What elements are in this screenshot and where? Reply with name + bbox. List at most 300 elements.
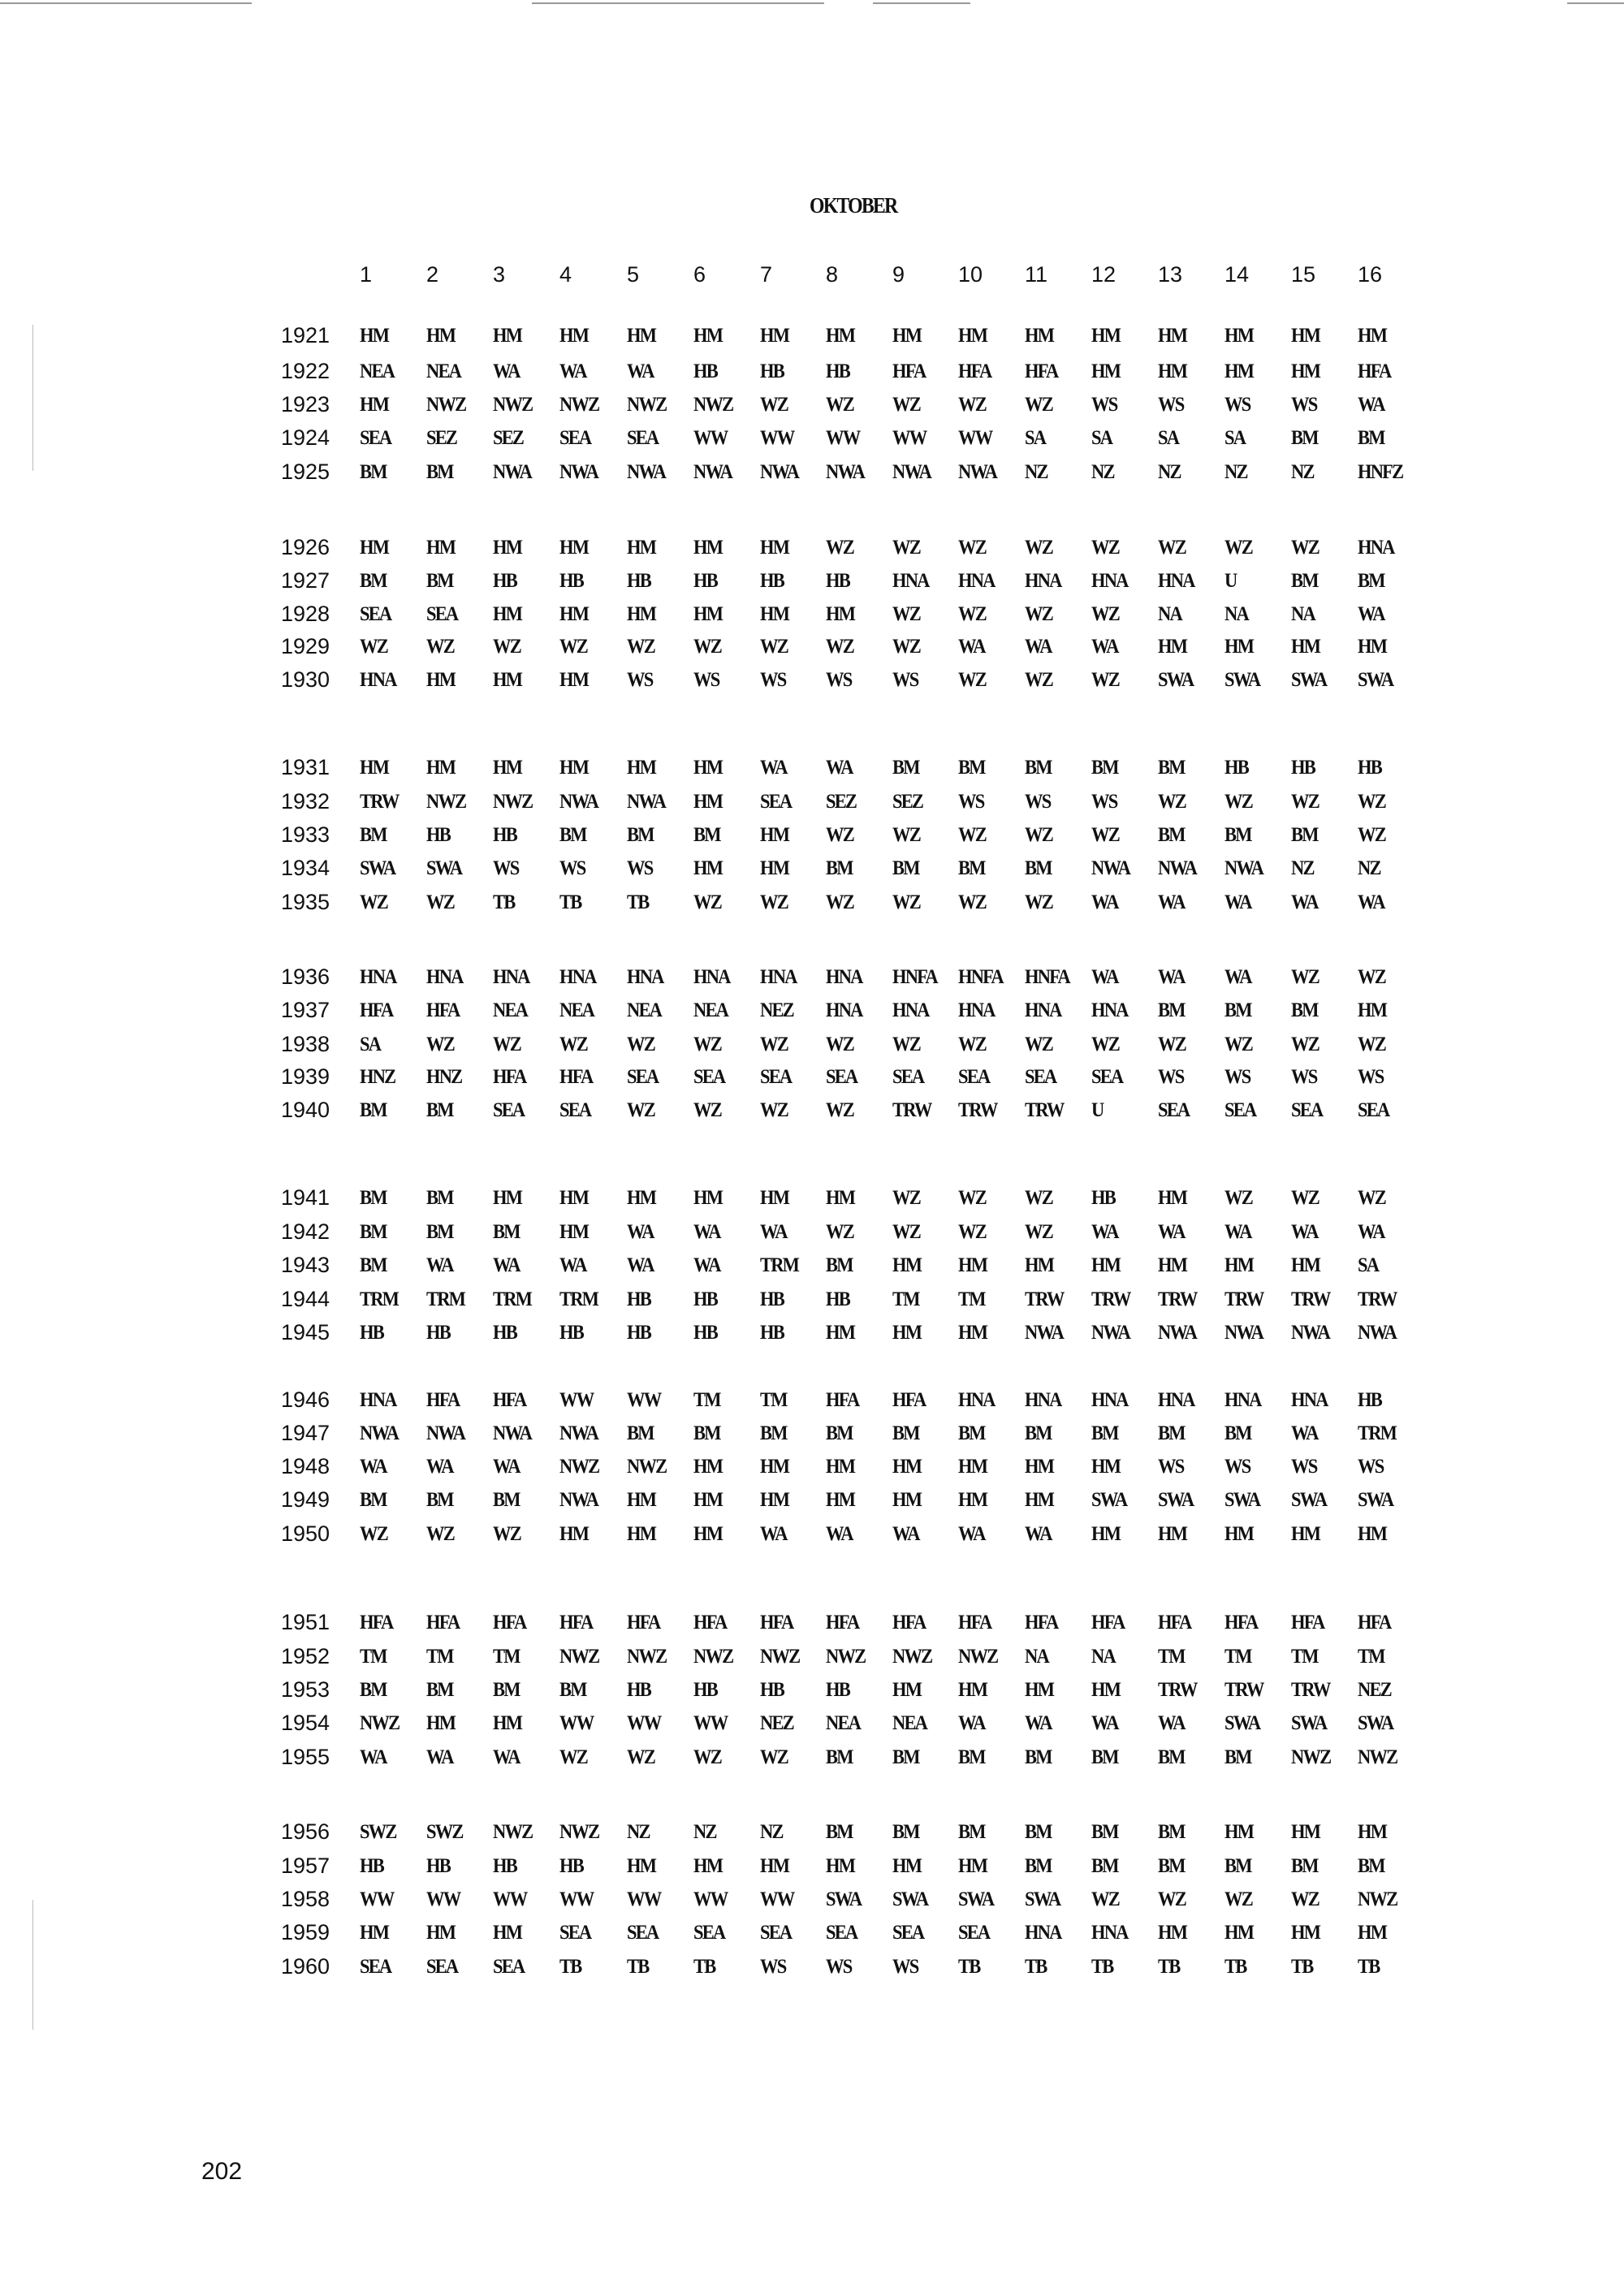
weather-type-cell: WS bbox=[693, 669, 719, 691]
weather-type-cell: NWA bbox=[627, 791, 666, 813]
weather-type-cell: SEA bbox=[693, 1066, 725, 1088]
weather-type-cell: HNA bbox=[760, 966, 797, 988]
weather-type-cell: HM bbox=[958, 1679, 987, 1701]
weather-type-cell: NWA bbox=[493, 461, 532, 483]
weather-type-cell: WS bbox=[1224, 1066, 1250, 1088]
weather-type-cell: WA bbox=[693, 1221, 720, 1243]
weather-type-cell: BM bbox=[693, 824, 720, 846]
weather-type-cell: NWZ bbox=[958, 1646, 998, 1668]
year-label: 1938 bbox=[281, 1032, 330, 1056]
weather-type-cell: BM bbox=[559, 824, 586, 846]
weather-type-cell: NWZ bbox=[493, 394, 533, 416]
weather-type-cell: WS bbox=[1291, 1066, 1317, 1088]
weather-type-cell: SWA bbox=[1224, 1712, 1260, 1734]
weather-type-cell: HB bbox=[826, 570, 849, 592]
weather-type-cell: SWA bbox=[958, 1888, 994, 1910]
weather-type-cell: HB bbox=[559, 1322, 583, 1344]
weather-type-cell: TRM bbox=[493, 1288, 532, 1310]
weather-type-cell: HNA bbox=[1091, 570, 1128, 592]
weather-type-cell: NWZ bbox=[559, 1821, 599, 1843]
weather-type-cell: BM bbox=[1158, 999, 1185, 1021]
weather-type-cell: SEA bbox=[627, 427, 659, 449]
weather-type-cell: U bbox=[1224, 570, 1237, 592]
weather-type-cell: WS bbox=[1158, 394, 1184, 416]
weather-type-cell: WA bbox=[1291, 891, 1318, 913]
weather-type-cell: HB bbox=[760, 1679, 784, 1701]
weather-type-cell: HB bbox=[760, 1288, 784, 1310]
weather-type-cell: NWZ bbox=[693, 1646, 733, 1668]
weather-type-cell: WZ bbox=[693, 1034, 721, 1055]
year-label: 1932 bbox=[281, 789, 330, 814]
weather-type-cell: WZ bbox=[1091, 1034, 1119, 1055]
year-label: 1925 bbox=[281, 460, 330, 484]
weather-type-cell: BM bbox=[1224, 1746, 1251, 1768]
weather-type-cell: SWZ bbox=[360, 1821, 396, 1843]
weather-type-cell: WZ bbox=[1224, 791, 1252, 813]
weather-type-cell: WZ bbox=[1291, 791, 1319, 813]
weather-type-cell: NEA bbox=[559, 999, 594, 1021]
weather-type-cell: HM bbox=[693, 1523, 723, 1545]
weather-type-cell: HB bbox=[826, 360, 849, 382]
weather-type-cell: WZ bbox=[559, 1746, 587, 1768]
weather-type-cell: NWA bbox=[493, 1422, 532, 1444]
weather-type-cell: NWA bbox=[559, 791, 598, 813]
weather-type-cell: HM bbox=[1291, 360, 1320, 382]
weather-type-cell: BM bbox=[360, 1221, 387, 1243]
year-label: 1955 bbox=[281, 1745, 330, 1769]
weather-type-cell: WZ bbox=[1158, 537, 1186, 559]
weather-type-cell: SWA bbox=[1291, 669, 1327, 691]
weather-type-cell: WZ bbox=[760, 1099, 788, 1121]
weather-type-cell: WZ bbox=[1158, 791, 1186, 813]
weather-type-cell: BM bbox=[826, 857, 853, 879]
weather-type-cell: HM bbox=[1224, 1254, 1254, 1276]
weather-type-cell: NZ bbox=[1158, 461, 1181, 483]
weather-type-cell: HNA bbox=[627, 966, 663, 988]
weather-type-cell: WZ bbox=[1158, 1034, 1186, 1055]
weather-type-cell: WZ bbox=[892, 824, 920, 846]
weather-type-cell: HM bbox=[958, 1855, 987, 1877]
weather-type-cell: BM bbox=[426, 1099, 453, 1121]
weather-type-cell: HFA bbox=[892, 1389, 926, 1411]
year-label: 1945 bbox=[281, 1320, 330, 1344]
weather-type-cell: BM bbox=[826, 1422, 853, 1444]
scan-edge-line bbox=[532, 2, 824, 4]
weather-type-cell: HB bbox=[493, 1322, 516, 1344]
weather-type-cell: WA bbox=[1158, 891, 1185, 913]
weather-type-cell: HNA bbox=[1025, 570, 1061, 592]
weather-type-cell: HM bbox=[760, 325, 789, 347]
weather-type-cell: HM bbox=[760, 603, 789, 625]
weather-type-cell: SEZ bbox=[493, 427, 524, 449]
weather-type-cell: WZ bbox=[892, 394, 920, 416]
weather-type-cell: WZ bbox=[826, 1099, 853, 1121]
weather-type-cell: WA bbox=[1158, 1221, 1185, 1243]
weather-type-cell: HM bbox=[559, 669, 589, 691]
weather-type-cell: BM bbox=[1358, 570, 1384, 592]
year-label: 1936 bbox=[281, 965, 330, 989]
weather-type-cell: NWA bbox=[1158, 1322, 1197, 1344]
weather-type-cell: NWZ bbox=[627, 1456, 667, 1478]
weather-type-cell: NA bbox=[1291, 603, 1315, 625]
year-label: 1960 bbox=[281, 1954, 330, 1979]
weather-type-cell: WZ bbox=[1358, 966, 1385, 988]
weather-type-cell: SEA bbox=[360, 1956, 391, 1978]
weather-type-cell: HNA bbox=[826, 999, 862, 1021]
weather-type-cell: NEA bbox=[627, 999, 662, 1021]
weather-type-cell: TB bbox=[1291, 1956, 1313, 1978]
weather-type-cell: HNA bbox=[426, 966, 463, 988]
weather-type-cell: HNA bbox=[1224, 1389, 1261, 1411]
weather-type-cell: HM bbox=[426, 537, 456, 559]
weather-type-cell: WS bbox=[1224, 394, 1250, 416]
weather-type-cell: WA bbox=[493, 1254, 520, 1276]
weather-type-cell: HM bbox=[826, 325, 855, 347]
weather-type-cell: TM bbox=[1291, 1646, 1318, 1668]
weather-type-cell: HNA bbox=[559, 966, 596, 988]
weather-type-cell: HM bbox=[693, 791, 723, 813]
day-header: 5 bbox=[627, 262, 640, 287]
weather-type-cell: WZ bbox=[1158, 1888, 1186, 1910]
weather-type-cell: WS bbox=[559, 857, 585, 879]
weather-type-cell: HM bbox=[426, 325, 456, 347]
weather-type-cell: NEZ bbox=[760, 999, 793, 1021]
weather-type-cell: TB bbox=[1158, 1956, 1180, 1978]
weather-type-cell: HM bbox=[1091, 1523, 1121, 1545]
weather-type-cell: WZ bbox=[892, 636, 920, 658]
weather-type-cell: TRW bbox=[1158, 1679, 1197, 1701]
page-title: OKTOBER bbox=[810, 193, 897, 218]
weather-type-cell: HB bbox=[627, 1288, 650, 1310]
weather-type-cell: HB bbox=[826, 1679, 849, 1701]
weather-type-cell: BM bbox=[426, 1679, 453, 1701]
weather-type-cell: WZ bbox=[760, 1746, 788, 1768]
weather-type-cell: WA bbox=[559, 360, 586, 382]
weather-type-cell: BM bbox=[426, 1187, 453, 1209]
weather-type-cell: NWZ bbox=[360, 1712, 400, 1734]
weather-type-cell: NWZ bbox=[627, 394, 667, 416]
weather-type-cell: SWA bbox=[1091, 1489, 1127, 1511]
weather-type-cell: HM bbox=[693, 757, 723, 779]
weather-type-cell: WZ bbox=[826, 824, 853, 846]
weather-type-cell: HM bbox=[426, 1712, 456, 1734]
weather-type-cell: WA bbox=[1091, 1712, 1118, 1734]
weather-type-cell: HNFA bbox=[958, 966, 1003, 988]
weather-type-cell: WS bbox=[892, 1956, 918, 1978]
weather-type-cell: HB bbox=[627, 1322, 650, 1344]
weather-type-cell: HM bbox=[1091, 1456, 1121, 1478]
weather-type-cell: BM bbox=[958, 1422, 985, 1444]
weather-type-cell: HM bbox=[1025, 1679, 1054, 1701]
weather-type-cell: BM bbox=[1358, 427, 1384, 449]
weather-type-cell: BM bbox=[360, 1679, 387, 1701]
weather-type-cell: HM bbox=[958, 1489, 987, 1511]
weather-type-cell: NWZ bbox=[559, 1456, 599, 1478]
weather-type-cell: HM bbox=[1158, 636, 1187, 658]
weather-type-cell: WS bbox=[1358, 1066, 1384, 1088]
scan-edge-line bbox=[0, 2, 252, 4]
weather-type-cell: BM bbox=[1291, 570, 1318, 592]
weather-type-cell: WA bbox=[627, 1221, 654, 1243]
weather-type-cell: WZ bbox=[892, 1221, 920, 1243]
weather-type-cell: HFA bbox=[360, 999, 393, 1021]
year-label: 1950 bbox=[281, 1521, 330, 1546]
weather-type-cell: HFA bbox=[1358, 360, 1391, 382]
weather-type-cell: HFA bbox=[1025, 360, 1058, 382]
weather-type-cell: HNA bbox=[958, 1389, 995, 1411]
weather-type-cell: WZ bbox=[826, 1221, 853, 1243]
year-label: 1954 bbox=[281, 1711, 330, 1735]
weather-type-cell: WZ bbox=[1025, 1187, 1052, 1209]
weather-type-cell: HM bbox=[1291, 636, 1320, 658]
year-label: 1956 bbox=[281, 1819, 330, 1844]
weather-type-cell: WW bbox=[493, 1888, 527, 1910]
weather-type-cell: WA bbox=[760, 1221, 787, 1243]
weather-type-cell: BM bbox=[1025, 1855, 1052, 1877]
weather-type-cell: HM bbox=[559, 325, 589, 347]
weather-type-cell: WA bbox=[493, 1746, 520, 1768]
weather-type-cell: HB bbox=[627, 1679, 650, 1701]
weather-type-cell: WA bbox=[360, 1746, 387, 1768]
weather-type-cell: HFA bbox=[493, 1066, 526, 1088]
weather-type-cell: WW bbox=[559, 1888, 594, 1910]
year-label: 1942 bbox=[281, 1219, 330, 1244]
scan-margin-line bbox=[32, 1900, 33, 2030]
weather-type-cell: HNA bbox=[1091, 999, 1128, 1021]
weather-type-cell: SEZ bbox=[826, 791, 857, 813]
year-label: 1922 bbox=[281, 359, 330, 383]
weather-type-cell: HNA bbox=[360, 966, 396, 988]
weather-type-cell: SEA bbox=[892, 1922, 924, 1944]
weather-type-cell: HB bbox=[1358, 1389, 1381, 1411]
year-label: 1937 bbox=[281, 998, 330, 1022]
weather-type-cell: WS bbox=[1291, 394, 1317, 416]
weather-type-cell: SEA bbox=[826, 1922, 857, 1944]
weather-type-cell: WA bbox=[426, 1746, 453, 1768]
day-header: 1 bbox=[360, 262, 373, 287]
weather-type-cell: HM bbox=[559, 757, 589, 779]
weather-type-cell: WZ bbox=[627, 1034, 654, 1055]
weather-type-cell: NWZ bbox=[627, 1646, 667, 1668]
year-label: 1948 bbox=[281, 1454, 330, 1478]
weather-type-cell: HM bbox=[493, 1922, 522, 1944]
weather-type-cell: WS bbox=[826, 669, 852, 691]
weather-type-cell: NWA bbox=[1091, 1322, 1130, 1344]
weather-type-cell: NWZ bbox=[1291, 1746, 1331, 1768]
weather-type-cell: BM bbox=[958, 757, 985, 779]
weather-type-cell: SEA bbox=[1025, 1066, 1056, 1088]
weather-type-cell: HM bbox=[1158, 1187, 1187, 1209]
year-label: 1940 bbox=[281, 1098, 330, 1122]
weather-type-cell: HM bbox=[559, 1221, 589, 1243]
weather-type-cell: SA bbox=[1358, 1254, 1379, 1276]
weather-type-cell: WZ bbox=[493, 1034, 520, 1055]
weather-type-cell: HNA bbox=[1158, 1389, 1194, 1411]
weather-type-cell: WS bbox=[1158, 1456, 1184, 1478]
weather-type-cell: WZ bbox=[958, 537, 986, 559]
weather-type-cell: HFA bbox=[693, 1612, 727, 1634]
weather-type-cell: WZ bbox=[1025, 824, 1052, 846]
weather-type-cell: WS bbox=[1091, 791, 1117, 813]
weather-type-cell: NEZ bbox=[1358, 1679, 1391, 1701]
weather-type-cell: SEA bbox=[760, 1922, 792, 1944]
weather-type-cell: BM bbox=[1291, 427, 1318, 449]
weather-type-cell: NZ bbox=[1091, 461, 1114, 483]
weather-type-cell: BM bbox=[493, 1489, 520, 1511]
weather-type-cell: HB bbox=[693, 1288, 717, 1310]
weather-type-cell: BM bbox=[1158, 1746, 1185, 1768]
weather-type-cell: TRW bbox=[1224, 1679, 1263, 1701]
weather-type-cell: WZ bbox=[958, 603, 986, 625]
weather-type-cell: WZ bbox=[892, 537, 920, 559]
weather-type-cell: HNA bbox=[1358, 537, 1394, 559]
weather-type-cell: HM bbox=[892, 1855, 922, 1877]
weather-type-cell: HFA bbox=[360, 1612, 393, 1634]
weather-type-cell: WZ bbox=[826, 891, 853, 913]
weather-type-cell: WZ bbox=[826, 636, 853, 658]
weather-type-cell: HFA bbox=[760, 1612, 793, 1634]
weather-type-cell: HM bbox=[693, 1489, 723, 1511]
weather-type-cell: SEA bbox=[559, 427, 591, 449]
weather-type-cell: SWA bbox=[1291, 1712, 1327, 1734]
year-label: 1921 bbox=[281, 323, 330, 347]
weather-type-cell: WW bbox=[760, 1888, 794, 1910]
weather-type-cell: SWA bbox=[892, 1888, 928, 1910]
weather-type-cell: WZ bbox=[360, 636, 387, 658]
weather-type-cell: WZ bbox=[760, 891, 788, 913]
weather-type-cell: WZ bbox=[760, 636, 788, 658]
weather-type-cell: WW bbox=[627, 1389, 661, 1411]
scan-margin-line bbox=[32, 325, 33, 471]
year-label: 1941 bbox=[281, 1185, 330, 1210]
weather-type-cell: WW bbox=[958, 427, 992, 449]
weather-type-cell: HB bbox=[426, 824, 450, 846]
weather-type-cell: HM bbox=[1025, 1456, 1054, 1478]
weather-type-cell: WA bbox=[1224, 966, 1251, 988]
weather-type-cell: TB bbox=[1091, 1956, 1113, 1978]
weather-type-cell: HM bbox=[760, 1489, 789, 1511]
weather-type-cell: SEA bbox=[493, 1956, 525, 1978]
weather-type-cell: HM bbox=[1224, 1821, 1254, 1843]
weather-type-cell: HNA bbox=[958, 999, 995, 1021]
day-header: 9 bbox=[892, 262, 905, 287]
weather-type-cell: WS bbox=[1358, 1456, 1384, 1478]
day-header: 12 bbox=[1091, 262, 1116, 287]
weather-type-cell: SWA bbox=[426, 857, 462, 879]
weather-type-cell: WA bbox=[958, 1712, 985, 1734]
weather-type-cell: HM bbox=[693, 1855, 723, 1877]
weather-type-cell: HM bbox=[493, 1187, 522, 1209]
weather-type-cell: BM bbox=[826, 1746, 853, 1768]
weather-type-cell: HM bbox=[1358, 999, 1387, 1021]
weather-type-cell: HNA bbox=[1091, 1922, 1128, 1944]
weather-type-cell: BM bbox=[1025, 1422, 1052, 1444]
weather-type-cell: WZ bbox=[826, 1034, 853, 1055]
weather-type-cell: SEA bbox=[627, 1922, 659, 1944]
day-header: 7 bbox=[760, 262, 773, 287]
weather-type-cell: WZ bbox=[559, 636, 587, 658]
weather-type-cell: HFA bbox=[426, 999, 460, 1021]
weather-type-cell: HM bbox=[693, 857, 723, 879]
weather-type-cell: NWA bbox=[1358, 1322, 1397, 1344]
weather-type-cell: HM bbox=[892, 1322, 922, 1344]
weather-type-cell: HM bbox=[360, 1922, 389, 1944]
weather-type-cell: WZ bbox=[693, 1746, 721, 1768]
weather-type-cell: WA bbox=[1091, 636, 1118, 658]
weather-type-cell: TB bbox=[1224, 1956, 1246, 1978]
weather-type-cell: WW bbox=[693, 1888, 728, 1910]
weather-type-cell: WA bbox=[892, 1523, 919, 1545]
weather-type-cell: HM bbox=[1158, 1922, 1187, 1944]
weather-type-cell: HM bbox=[826, 603, 855, 625]
weather-type-cell: NWZ bbox=[826, 1646, 866, 1668]
weather-type-cell: WS bbox=[1291, 1456, 1317, 1478]
weather-type-cell: NWA bbox=[559, 461, 598, 483]
weather-type-cell: WA bbox=[493, 360, 520, 382]
weather-type-cell: NWA bbox=[1025, 1322, 1064, 1344]
weather-type-cell: HFA bbox=[426, 1612, 460, 1634]
weather-type-cell: HB bbox=[426, 1322, 450, 1344]
weather-type-cell: TRW bbox=[360, 791, 399, 813]
weather-type-cell: WS bbox=[493, 857, 519, 879]
weather-type-cell: NWA bbox=[559, 1422, 598, 1444]
weather-type-cell: HM bbox=[958, 1254, 987, 1276]
weather-type-cell: WA bbox=[426, 1254, 453, 1276]
weather-type-cell: HM bbox=[559, 537, 589, 559]
weather-type-cell: SWA bbox=[360, 857, 395, 879]
weather-type-cell: BM bbox=[1025, 1746, 1052, 1768]
weather-type-cell: WZ bbox=[892, 891, 920, 913]
weather-type-cell: TRM bbox=[559, 1288, 598, 1310]
weather-type-cell: TM bbox=[360, 1646, 387, 1668]
weather-type-cell: HM bbox=[1158, 1523, 1187, 1545]
weather-type-cell: SEA bbox=[360, 603, 391, 625]
weather-type-cell: WZ bbox=[1224, 1187, 1252, 1209]
weather-type-cell: HM bbox=[958, 325, 987, 347]
weather-type-cell: HB bbox=[693, 360, 717, 382]
weather-type-cell: HM bbox=[760, 824, 789, 846]
weather-type-cell: HB bbox=[760, 570, 784, 592]
weather-type-cell: HM bbox=[627, 537, 656, 559]
weather-type-cell: WZ bbox=[426, 636, 454, 658]
weather-type-cell: HM bbox=[892, 1456, 922, 1478]
weather-type-cell: HFA bbox=[627, 1612, 660, 1634]
weather-type-cell: SA bbox=[1091, 427, 1112, 449]
weather-type-cell: HNA bbox=[493, 966, 529, 988]
weather-type-cell: HB bbox=[1224, 757, 1248, 779]
weather-type-cell: NWA bbox=[1091, 857, 1130, 879]
weather-type-cell: SEA bbox=[1091, 1066, 1123, 1088]
weather-type-cell: HNA bbox=[360, 1389, 396, 1411]
weather-type-cell: SEA bbox=[826, 1066, 857, 1088]
weather-type-cell: BM bbox=[958, 1821, 985, 1843]
weather-type-cell: SEA bbox=[1158, 1099, 1190, 1121]
weather-type-cell: HFA bbox=[1158, 1612, 1191, 1634]
weather-type-cell: SWA bbox=[826, 1888, 862, 1910]
weather-type-cell: TRW bbox=[1291, 1288, 1330, 1310]
weather-type-cell: WW bbox=[627, 1888, 661, 1910]
weather-type-cell: WZ bbox=[958, 1187, 986, 1209]
weather-type-cell: HM bbox=[493, 669, 522, 691]
weather-type-cell: TM bbox=[1358, 1646, 1384, 1668]
weather-type-cell: WA bbox=[826, 1523, 853, 1545]
weather-type-cell: HM bbox=[360, 537, 389, 559]
weather-type-cell: WZ bbox=[1091, 603, 1119, 625]
weather-type-cell: NWZ bbox=[426, 791, 466, 813]
weather-type-cell: HM bbox=[1358, 1821, 1387, 1843]
weather-type-cell: TM bbox=[493, 1646, 520, 1668]
weather-type-cell: WZ bbox=[1091, 537, 1119, 559]
